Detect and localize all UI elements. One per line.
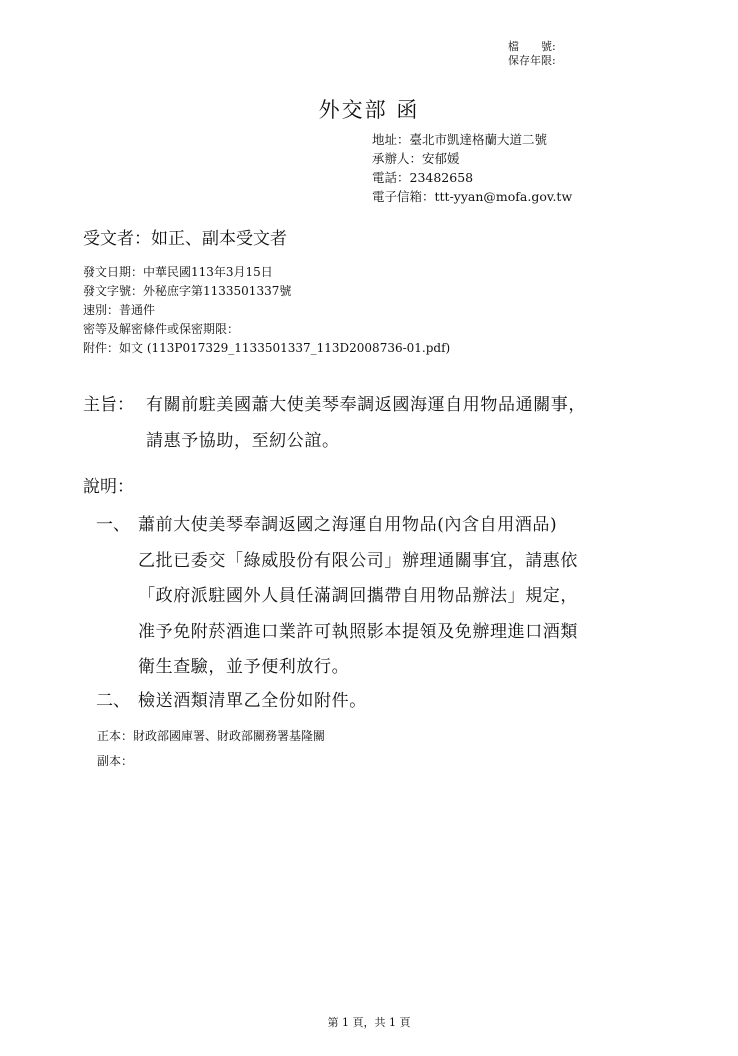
copy-recipients: 副本： (97, 754, 134, 768)
item-1-line: 准予免附菸酒進口業許可執照影本提領及免辦理進口酒類 (138, 622, 578, 642)
item-2-number: 二、 (96, 691, 130, 711)
item-1-line: 衛生查驗，並予便利放行。 (138, 657, 350, 677)
main-recipients: 正本：財政部國庫署、財政部關務署基隆關 (97, 729, 326, 743)
contact-block (372, 130, 572, 206)
explanation-label: 說明： (83, 477, 134, 497)
issue-date: 發文日期：中華民國113年3月15日 (83, 265, 273, 279)
delivery-speed: 速別：普通件 (83, 303, 156, 317)
metadata-block (83, 263, 450, 358)
subject-line-2: 請惠予協助，至紉公誼。 (146, 431, 340, 451)
contact-phone: 電話：23482658 (372, 170, 474, 185)
page-footer: 第 1 頁，共 1 頁 (327, 1016, 411, 1029)
item-1-line: 「政府派駐國外人員任滿調回攜帶自用物品辦法」規定， (138, 586, 578, 606)
document-number: 發文字號：外秘庶字第1133501337號 (83, 284, 292, 298)
contact-handler: 承辦人：安郁媛 (372, 151, 460, 166)
contact-address: 地址：臺北市凱達格蘭大道二號 (372, 132, 548, 147)
attachment-info: 附件：如文 (113P017329_1133501337_113D2008736-01.pdf) (83, 341, 451, 355)
document-title: 外交部 函 (318, 98, 420, 122)
contact-email: 電子信箱：ttt-yyan@mofa.gov.tw (372, 189, 573, 204)
archive-info (508, 40, 556, 68)
item-1-line: 蕭前大使美琴奉調返國之海運自用物品(內含自用酒品) (138, 515, 558, 535)
retention-period-label: 保存年限: (508, 54, 556, 67)
subject-label: 主旨： (83, 395, 134, 415)
secrecy-level: 密等及解密條件或保密期限： (83, 322, 240, 336)
item-1-line: 乙批已委交「綠威股份有限公司」辦理通關事宜，請惠依 (138, 551, 578, 571)
item-1-number: 一、 (96, 515, 130, 535)
item-2-text: 檢送酒類清單乙全份如附件。 (138, 691, 367, 711)
file-number-label: 檔 號: (508, 40, 556, 53)
recipient-line: 受文者：如正、副本受文者 (83, 229, 287, 249)
subject-line-1: 有關前駐美國蕭大使美琴奉調返國海運自用物品通關事， (146, 395, 586, 415)
